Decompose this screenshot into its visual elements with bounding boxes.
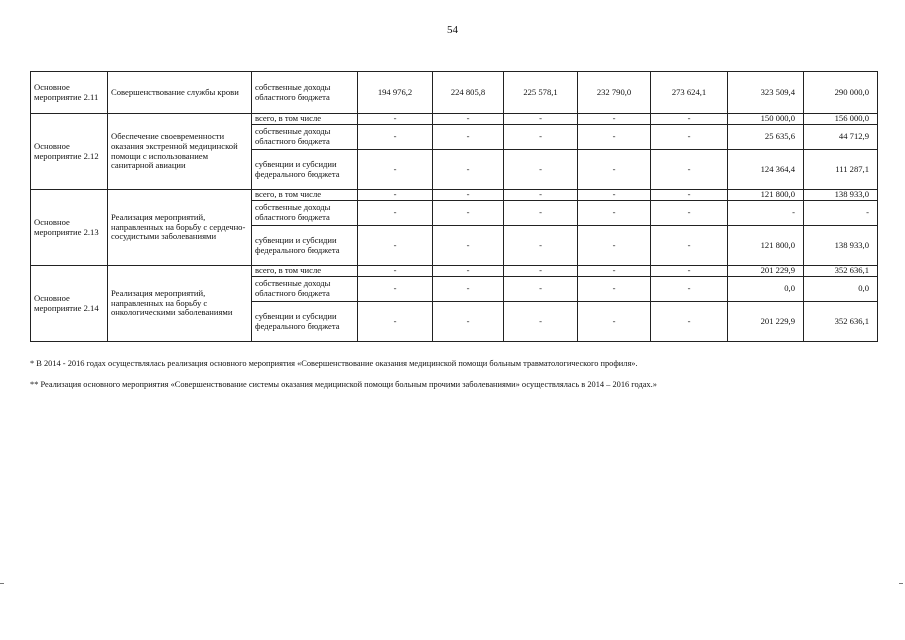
value-cell: - [358,302,433,342]
value-cell: - [504,302,578,342]
value-cell: - [651,190,728,201]
value-cell: 225 578,1 [504,72,578,114]
value-cell: - [578,201,651,226]
value-cell: 25 635,6 [728,125,804,150]
value-cell: - [433,226,504,266]
value-cell: - [728,201,804,226]
value-cell: - [504,114,578,125]
value-cell: - [358,150,433,190]
value-cell: - [358,266,433,277]
footnote: ** Реализация основного мероприятия «Совершенствование системы оказания медицинской помощи больным прочими заболеваниями» осуществлялась в 2014 – 2016 годах.» [30,379,657,389]
value-cell: - [433,114,504,125]
event-cell: Основное мероприятие 2.12 [31,114,108,190]
table-row [31,72,878,114]
value-cell: - [433,125,504,150]
value-cell: - [433,302,504,342]
value-cell: - [358,201,433,226]
budget-table [30,71,878,342]
value-cell: 194 976,2 [358,72,433,114]
funding-source-cell: субвенции и субсидии федерального бюджета [252,302,358,342]
value-cell: - [504,125,578,150]
value-cell: - [651,114,728,125]
value-cell: - [578,114,651,125]
value-cell: - [433,277,504,302]
value-cell: - [433,201,504,226]
value-cell: - [578,277,651,302]
value-cell: - [504,226,578,266]
event-name-cell: Обеспечение своевременности оказания экстренной медицинской помощи с использованием санитарной авиации [108,114,252,190]
funding-source-cell: всего, в том числе [252,266,358,277]
funding-source-cell: собственные доходы областного бюджета [252,277,358,302]
value-cell: 111 287,1 [804,150,878,190]
funding-source-cell: всего, в том числе [252,114,358,125]
value-cell: 232 790,0 [578,72,651,114]
value-cell: 290 000,0 [804,72,878,114]
footnote: * В 2014 - 2016 годах осуществлялась реализация основного мероприятия «Совершенствование оказания медицинской помощи больным травматологического профиля». [30,359,638,368]
value-cell: - [578,125,651,150]
funding-source-cell: собственные доходы областного бюджета [252,125,358,150]
value-cell: - [651,226,728,266]
value-cell: 201 229,9 [728,302,804,342]
value-cell: - [504,277,578,302]
value-cell: - [358,114,433,125]
value-cell: - [651,150,728,190]
value-cell: - [504,266,578,277]
funding-source-cell: собственные доходы областного бюджета [252,72,358,114]
value-cell: - [651,266,728,277]
funding-source-cell: собственные доходы областного бюджета [252,201,358,226]
value-cell: 124 364,4 [728,150,804,190]
event-cell: Основное мероприятие 2.13 [31,190,108,266]
value-cell: - [578,266,651,277]
value-cell: - [651,302,728,342]
value-cell: 352 636,1 [804,266,878,277]
value-cell: 352 636,1 [804,302,878,342]
funding-source-cell: субвенции и субсидии федерального бюджета [252,150,358,190]
value-cell: 138 933,0 [804,190,878,201]
table-row [31,114,878,125]
value-cell: - [578,190,651,201]
page-number: 54 [447,24,458,36]
value-cell: - [804,201,878,226]
event-name-cell: Совершенствование службы крови [108,72,252,114]
value-cell: - [578,150,651,190]
value-cell: - [433,266,504,277]
value-cell: 224 805,8 [433,72,504,114]
value-cell: - [358,226,433,266]
value-cell: 121 800,0 [728,190,804,201]
value-cell: - [578,302,651,342]
value-cell: - [504,201,578,226]
funding-source-cell: субвенции и субсидии федерального бюджета [252,226,358,266]
value-cell: - [578,226,651,266]
value-cell: 150 000,0 [728,114,804,125]
value-cell: - [651,277,728,302]
value-cell: 44 712,9 [804,125,878,150]
value-cell: - [358,125,433,150]
value-cell: - [433,150,504,190]
value-cell: - [651,125,728,150]
scan-edge-mark [0,583,4,584]
event-name-cell: Реализация мероприятий, направленных на борьбу с онкологическими заболеваниями [108,266,252,342]
value-cell: 156 000,0 [804,114,878,125]
table-row [31,266,878,277]
value-cell: 121 800,0 [728,226,804,266]
value-cell: - [651,201,728,226]
funding-source-cell: всего, в том числе [252,190,358,201]
event-name-cell: Реализация мероприятий, направленных на борьбу с сердечно-сосудистыми заболеваниями [108,190,252,266]
event-cell: Основное мероприятие 2.11 [31,72,108,114]
value-cell: 0,0 [728,277,804,302]
value-cell: - [358,277,433,302]
value-cell: - [504,190,578,201]
value-cell: 138 933,0 [804,226,878,266]
value-cell: 201 229,9 [728,266,804,277]
value-cell: - [504,150,578,190]
footnotes [30,359,890,401]
event-cell: Основное мероприятие 2.14 [31,266,108,342]
value-cell: - [358,190,433,201]
value-cell: - [433,190,504,201]
value-cell: 0,0 [804,277,878,302]
table-row [31,190,878,201]
value-cell: 323 509,4 [728,72,804,114]
value-cell: 273 624,1 [651,72,728,114]
scan-edge-mark [899,583,903,584]
